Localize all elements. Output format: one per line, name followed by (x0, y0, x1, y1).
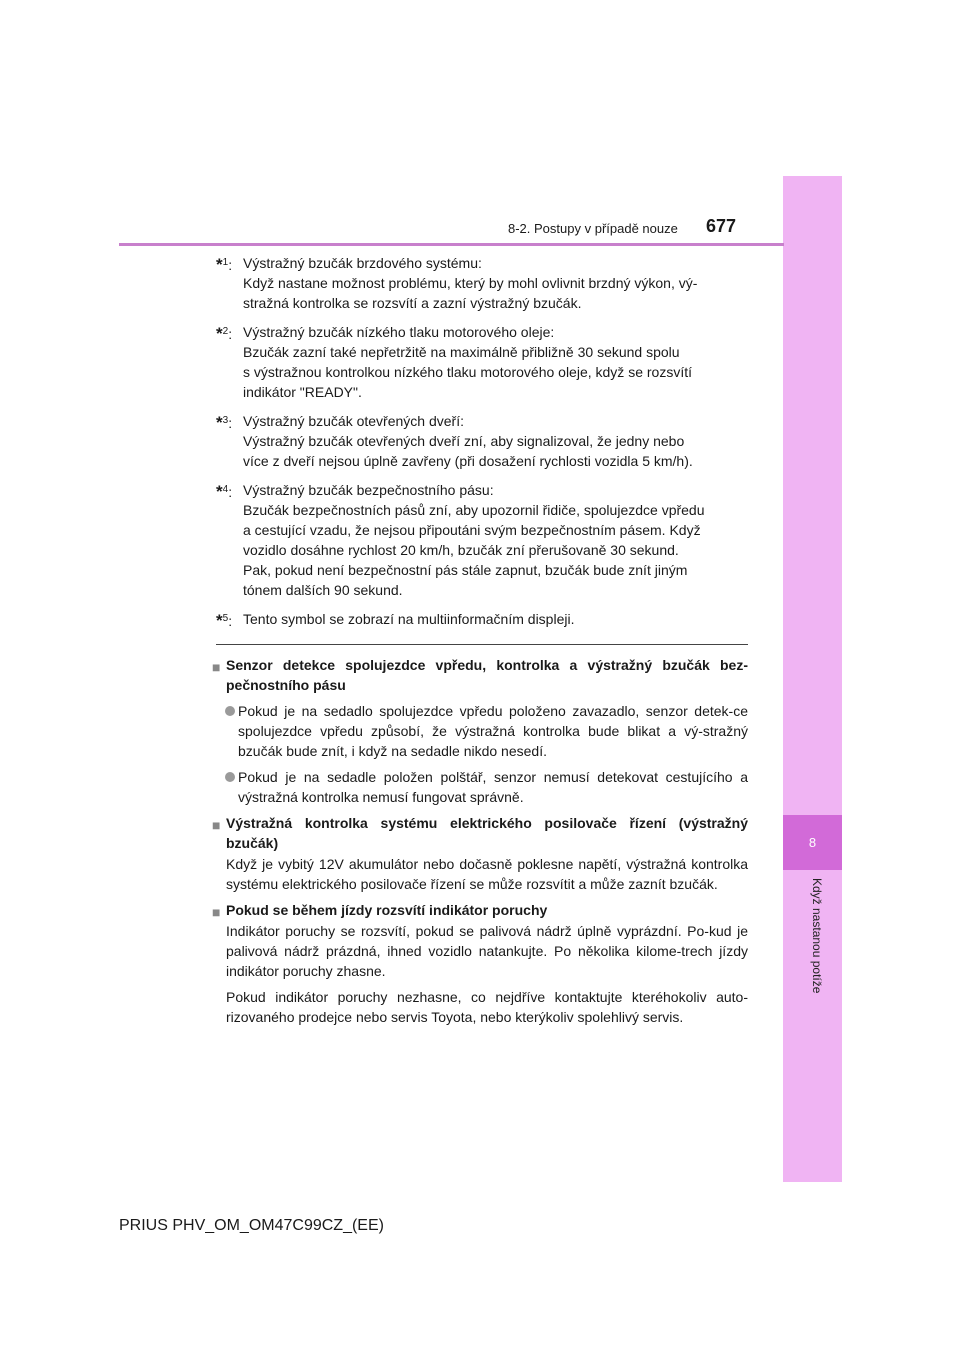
footnote-line: Výstražný bzučák bezpečnostního pásu: (243, 482, 494, 498)
bullet-text: Pokud je na sedadle položen polštář, senzor nemusí detekovat cestujícího a výstražná kontrolka nemusí fungovat správně. (238, 769, 748, 805)
footnote-list (216, 253, 748, 629)
footnote-line: Výstražný bzučák otevřených dveří: (243, 413, 464, 429)
footnote-colon: : (228, 257, 233, 273)
chapter-number: 8 (808, 835, 817, 850)
footnote (216, 411, 748, 471)
footnote (216, 322, 748, 402)
chapter-side-tab (783, 176, 842, 1182)
footnote-marker (216, 253, 232, 275)
footnote-marker (216, 322, 232, 344)
footnote-star: * (216, 255, 223, 274)
chapter-number-box (783, 815, 842, 870)
bullet-item (226, 701, 748, 761)
bullet-item (226, 767, 748, 807)
header-rule (119, 243, 784, 246)
footnote-line: vozidlo dosáhne rychlost 20 km/h, bzučák zní přerušovaně 30 sekund. (243, 542, 679, 558)
square-bullet-icon: ■ (212, 904, 221, 920)
footnote-line: a cestující vzadu, že nejsou připoutáni svým bezpečnostním pásem. Když (243, 522, 701, 538)
footnote-line: indikátor "READY". (243, 384, 362, 400)
footnote-number: 4 (222, 484, 229, 495)
footnote-line: s výstražnou kontrolkou nízkého tlaku motorového oleje, když se rozsvítí (243, 364, 692, 380)
footnote-number: 5 (222, 613, 229, 624)
footnote-line: více z dveří nejsou úplně zavřeny (při dosažení rychlosti vozidla 5 km/h). (243, 453, 693, 469)
section-title: Pokud se během jízdy rozsvítí indikátor poruchy (226, 902, 548, 918)
footnote-star: * (216, 324, 223, 343)
page-number: 677 (706, 216, 737, 236)
section-label: 8-2. Postupy v případě nouze (508, 221, 678, 236)
footnote-colon: : (228, 484, 233, 500)
section-heading (212, 813, 748, 853)
footnote-line: stražná kontrolka se rozsvítí a zazní výstražný bzučák. (243, 295, 582, 311)
footnote-colon: : (228, 415, 233, 431)
section-paragraph: Indikátor poruchy se rozsvítí, pokud se palivová nádrž úplně vyprázdní. Po-kud je palivová nádrž prázdná, ihned vozidlo natankujte. Po několika kilome-trech jízdy indikátor poruchy zhasne. (226, 923, 748, 979)
footnote-line: Bzučák bezpečnostních pásů zní, aby upozornil řidiče, spolujezdce vpředu (243, 502, 705, 518)
footnote-line: Výstražný bzučák otevřených dveří zní, aby signalizoval, že jedny nebo (243, 433, 685, 449)
footnote-star: * (216, 482, 223, 501)
footnote-marker (216, 411, 232, 433)
footnote-number: 1 (222, 257, 229, 268)
footnote (216, 609, 748, 629)
circle-bullet-icon (225, 706, 235, 716)
chapter-title-vertical: Když nastanou potíže (810, 878, 824, 994)
section-title: Výstražná kontrolka systému elektrického posilovače řízení (výstražný bzučák) (226, 815, 748, 851)
footnote-line: tónem dalších 90 sekund. (243, 582, 403, 598)
footnote (216, 253, 748, 313)
section-paragraph: Když je vybitý 12V akumulátor nebo dočasně poklesne napětí, výstražná kontrolka systému elektrického posilovače řízení se může rozsvítit a může zaznít bzučák. (226, 856, 748, 892)
section-title: Senzor detekce spolujezdce vpředu, kontrolka a výstražný bzučák bez-pečnostního pásu (226, 657, 748, 693)
section-heading (212, 655, 748, 695)
footnote-star: * (216, 413, 223, 432)
footnote-line: Pak, pokud není bezpečnostní pás stále zapnut, bzučák bude znít jiným (243, 562, 688, 578)
square-bullet-icon: ■ (212, 659, 221, 675)
circle-bullet-icon (225, 772, 235, 782)
footer-doc-id: PRIUS PHV_OM_OM47C99CZ_(EE) (119, 1217, 384, 1234)
footnote-colon: : (228, 613, 233, 629)
footnote-marker (216, 480, 232, 502)
bullet-text: Pokud je na sedadlo spolujezdce vpředu položeno zavazadlo, senzor detek-ce spolujezdce vpředu způsobí, že výstražná kontrolka bude blikat a vý-stražný bzučák bude znít, i když na sedadle nikdo nesedí. (238, 703, 748, 759)
footnote-number: 2 (222, 326, 229, 337)
footnote-line: Když nastane možnost problému, který by mohl ovlivnit brzdný výkon, vý- (243, 275, 698, 291)
square-bullet-icon: ■ (212, 817, 221, 833)
divider (216, 644, 748, 645)
section-list (212, 655, 748, 1027)
footnote-number: 3 (222, 415, 229, 426)
footnote-star: * (216, 611, 223, 630)
footnote-line: Tento symbol se zobrazí na multiinformačním displeji. (243, 611, 575, 627)
section-heading (212, 900, 748, 920)
section-paragraph: Pokud indikátor poruchy nezhasne, co nejdříve kontaktujte kteréhokoliv auto-rizovaného prodejce nebo servis Toyota, nebo kterýkoliv spolehlivý servis. (226, 989, 748, 1025)
footnote-line: Výstražný bzučák brzdového systému: (243, 255, 482, 271)
footnote (216, 480, 748, 600)
footnote-line: Bzučák zazní také nepřetržitě na maximálně přibližně 30 sekund spolu (243, 344, 680, 360)
footnote-colon: : (228, 326, 233, 342)
footnote-line: Výstražný bzučák nízkého tlaku motorového oleje: (243, 324, 555, 340)
page-content (212, 253, 748, 1027)
footnote-marker (216, 609, 232, 631)
